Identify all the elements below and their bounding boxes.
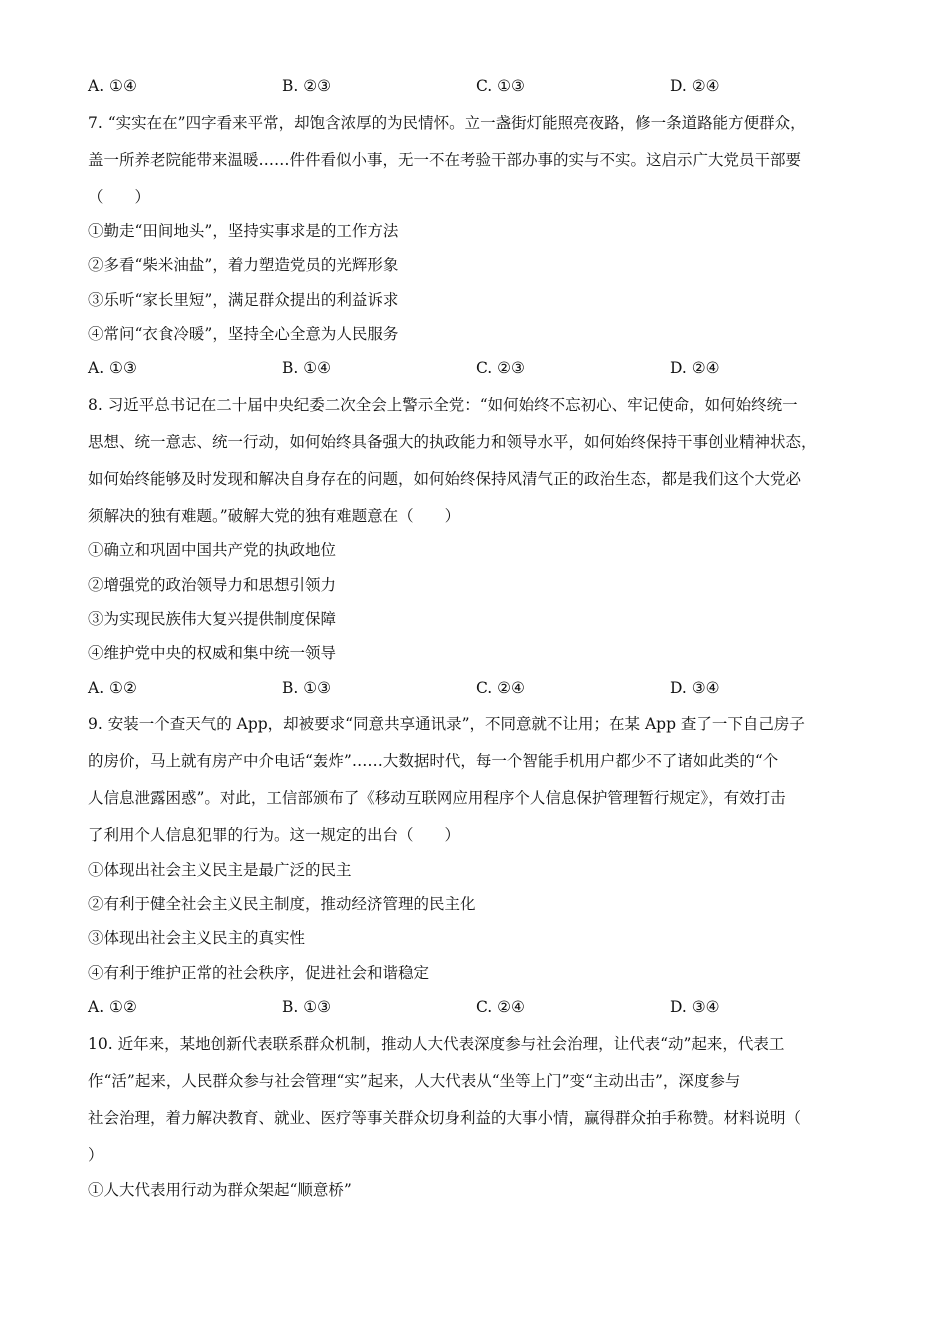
q8-option-d: D. ③④ <box>670 679 720 697</box>
q8-statement-3: ③为实现民族伟大复兴提供制度保障 <box>88 610 337 628</box>
q9-stem-line: 人信息泄露困惑”。对此，工信部颁布了《移动互联网应用程序个人信息保护管理暂行规定》，有效打击 <box>88 789 786 807</box>
q7-statement-2: ②多看“柴米油盐”，着力塑造党员的光辉形象 <box>88 256 399 274</box>
q7-statement-4: ④常问“衣食冷暖”，坚持全心全意为人民服务 <box>88 325 399 343</box>
q7-statement-1: ①勤走“田间地头”，坚持实事求是的工作方法 <box>88 222 399 240</box>
q8-statement-1: ①确立和巩固中国共产党的执政地位 <box>88 541 337 559</box>
q7-options <box>88 358 848 378</box>
q9-statement-2: ②有利于健全社会主义民主制度，推动经济管理的民主化 <box>88 895 476 913</box>
q9-option-c: C. ②④ <box>476 998 525 1016</box>
q7-stem-line: 盖一所养老院能带来温暖……件件看似小事，无一不在考验干部办事的实与不实。这启示广大党员干部要 <box>88 151 802 169</box>
q10-stem-line: 社会治理，着力解决教育、就业、医疗等事关群众切身利益的大事小情，赢得群众拍手称赞。材料说明（ <box>88 1109 802 1127</box>
q7-stem-line: 7. “实实在在”四字看来平常，却饱含浓厚的为民情怀。立一盏街灯能照亮夜路，修一条道路能方便群众， <box>88 114 806 132</box>
q6-option-b: B. ②③ <box>282 77 332 95</box>
q9-statement-3: ③体现出社会主义民主的真实性 <box>88 929 306 947</box>
q6-option-a: A. ①④ <box>88 77 137 95</box>
q7-option-a: A. ①③ <box>88 359 137 377</box>
q9-options <box>88 997 848 1017</box>
q8-option-c: C. ②④ <box>476 679 525 697</box>
q8-option-b: B. ①③ <box>282 679 332 697</box>
q10-stem-line: ） <box>88 1146 104 1164</box>
q9-statement-4: ④有利于维护正常的社会秩序，促进社会和谐稳定 <box>88 964 430 982</box>
q9-stem-line: 的房价，马上就有房产中介电话“轰炸”……大数据时代，每一个智能手机用户都少不了诸如此类的“个 <box>88 752 779 770</box>
q6-option-d: D. ②④ <box>670 77 720 95</box>
q8-options <box>88 678 848 698</box>
q9-stem-line: 9. 安装一个查天气的 App，却被要求“同意共享通讯录”，不同意就不让用；在某 App 查了一下自己房子 <box>88 715 805 733</box>
q10-stem-line: 作“活”起来，人民群众参与社会管理“实”起来，人大代表从“坐等上门”变“主动出击”，深度参与 <box>88 1072 741 1090</box>
q9-stem-line: 了利用个人信息犯罪的行为。这一规定的出台（ ） <box>88 826 461 844</box>
q8-statement-4: ④维护党中央的权威和集中统一领导 <box>88 644 337 662</box>
q9-option-a: A. ①② <box>88 998 137 1016</box>
q9-option-d: D. ③④ <box>670 998 720 1016</box>
q10-statement-1: ①人大代表用行动为群众架起“顺意桥” <box>88 1181 352 1199</box>
q6-options <box>88 76 848 96</box>
q8-stem-line: 思想、统一意志、统一行动，如何始终具备强大的执政能力和领导水平，如何始终保持干事创业精神状态， <box>88 433 817 451</box>
q6-option-c: C. ①③ <box>476 77 525 95</box>
q7-statement-3: ③乐听“家长里短”，满足群众提出的利益诉求 <box>88 291 399 309</box>
q7-option-d: D. ②④ <box>670 359 720 377</box>
q8-option-a: A. ①② <box>88 679 137 697</box>
q8-stem-line: 须解决的独有难题。”破解大党的独有难题意在（ ） <box>88 507 461 525</box>
q7-option-c: C. ②③ <box>476 359 525 377</box>
q9-option-b: B. ①③ <box>282 998 332 1016</box>
q7-stem-line: （ ） <box>88 188 151 206</box>
q8-statement-2: ②增强党的政治领导力和思想引领力 <box>88 576 337 594</box>
q9-statement-1: ①体现出社会主义民主是最广泛的民主 <box>88 861 352 879</box>
q8-stem-line: 8. 习近平总书记在二十届中央纪委二次全会上警示全党：“如何始终不忘初心、牢记使命，如何始终统一 <box>88 396 798 414</box>
q8-stem-line: 如何始终能够及时发现和解决自身存在的问题，如何始终保持风清气正的政治生态，都是我们这个大党必 <box>88 470 802 488</box>
q10-stem-line: 10. 近年来，某地创新代表联系群众机制，推动人大代表深度参与社会治理，让代表“动”起来，代表工 <box>88 1035 785 1053</box>
q7-option-b: B. ①④ <box>282 359 332 377</box>
